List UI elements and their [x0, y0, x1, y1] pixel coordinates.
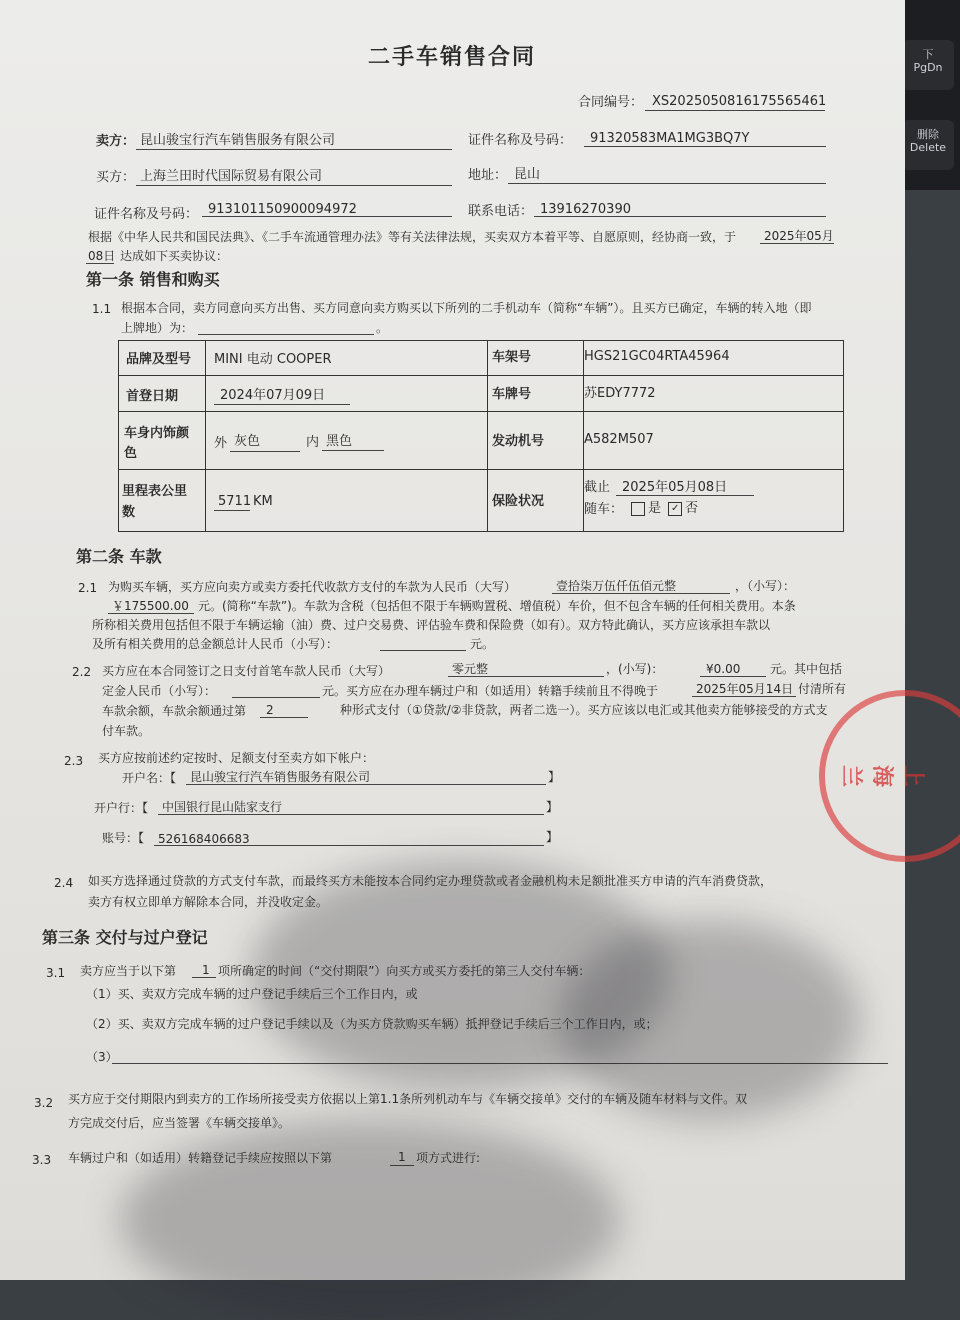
contract-no: XS2025050816175565461 [652, 94, 827, 109]
brand-value: MINI 电动 COOPER [214, 352, 332, 367]
mileage-unit: KM [253, 494, 273, 509]
p22-amount: ¥0.00 [706, 662, 741, 676]
buyer-label: 买方： [96, 170, 136, 185]
p24-text-b: 卖方有权立即单方解除本合同，并没收定金。 [88, 895, 329, 909]
p21-text-a: 为购买车辆，买方应向卖方或卖方委托代收款方支付的车款为人民币（大写） [108, 580, 517, 594]
page-title: 二手车销售合同 [368, 45, 537, 70]
p22-upper: 零元整 [452, 662, 489, 676]
buyer-addr: 昆山 [514, 167, 541, 182]
buyer-addr-label: 地址： [468, 168, 508, 183]
p22-text-f: 车款余额，车款余额通过第 [102, 704, 247, 718]
p33-num: 1 [398, 1150, 406, 1164]
account-name-label: 开户名：【 [122, 771, 177, 785]
p23-text-a: 买方应按前述约定按时、足额支付至卖方如下帐户： [98, 751, 375, 765]
p22-no: 2.2 [72, 665, 92, 679]
p21-text-b: 元。(简称“车款”)。车款为含税（包括但不限于车辆购置税、增值税）车价，但不包含车辆的任何相关费用。本条 [198, 599, 796, 613]
yes-label: 是 [648, 501, 662, 516]
seller-id-label: 证件名称及号码： [468, 133, 573, 148]
p32-text-a: 买方应于交付期限内到卖方的工作场所接受卖方依据以上第1.1条所列机动车与《车辆交接单》交付的车辆及随车材料与文件。双 [68, 1092, 748, 1106]
shadow-2 [560, 920, 860, 1120]
p31-option-3: （3） [86, 1050, 118, 1064]
vin-value: HGS21GC04RTA45964 [584, 349, 730, 364]
account-name-bracket: 】 [548, 770, 561, 784]
mileage-label-1: 里程表公里 [122, 484, 188, 499]
p31-text-b: 项所确定的时间（“交付期限”）向买方或买方委托的第三人交付车辆： [218, 964, 591, 978]
shadow-3 [120, 1120, 620, 1320]
account-bank: 中国银行昆山陆家支行 [162, 800, 283, 814]
p31-no: 3.1 [46, 966, 66, 980]
p21-text-d: 及所有相关费用的总金额总计人民币（小写）： [92, 637, 339, 651]
account-no-label: 账号：【 [102, 831, 145, 845]
plate-label: 车牌号 [492, 387, 532, 402]
seal-text: 上海兰 [838, 765, 925, 788]
account-no: 526168406683 [158, 832, 250, 846]
brand-label: 品牌及型号 [126, 352, 192, 367]
plate-value: 苏EDY7772 [584, 386, 656, 401]
buyer-name: 上海兰田时代国际贸易有限公司 [140, 169, 323, 184]
insurance-until-label: 截止 [584, 480, 611, 495]
article1-title: 第一条 销售和购买 [86, 270, 220, 289]
insurance-with-label: 随车： [584, 502, 624, 517]
reg-date-label: 首登日期 [126, 389, 179, 404]
p11-text-b: 上牌地）为： [121, 321, 194, 335]
preamble-date1: 2025年05月 [764, 229, 834, 243]
buyer-phone-label: 联系电话： [468, 204, 534, 219]
p22-num: 2 [266, 703, 274, 717]
account-bank-label: 开户行：【 [94, 801, 149, 815]
p22-text-e: 付清所有 [798, 682, 847, 696]
p31-option-1: （1）买、卖双方完成车辆的过户登记手续后三个工作日内，或 [86, 987, 418, 1001]
buyer-id-label: 证件名称及号码： [94, 207, 199, 222]
p11-end: 。 [376, 321, 389, 335]
p24-text-a: 如买方选择通过贷款的方式支付车款，而最终买方未能按本合同约定办理贷款或者金融机构未足额批准买方申请的汽车消费贷款， [88, 874, 773, 888]
p32-no: 3.2 [34, 1096, 54, 1110]
int-color-label: 内 [306, 435, 320, 450]
p21-text-c: 所称相关费用包括但不限于车辆运输（油）费、过户交易费、评估验车费和保险费（如有）。双方特此确认，买方应该承担车款以 [92, 618, 771, 632]
article3-title: 第三条 交付与过户登记 [42, 928, 208, 947]
mileage-label-2: 数 [122, 505, 136, 520]
preamble-line1: 根据《中华人民共和国民法典》、《二手车流通管理办法》等有关法律法规，买卖双方本着平等、自愿原则，经协商一致，于 [88, 230, 737, 244]
account-bank-bracket: 】 [546, 800, 559, 814]
vin-label: 车架号 [492, 350, 532, 365]
p11-no: 1.1 [92, 302, 112, 316]
p21-upper: 壹拾柒万伍仟伍佰元整 [556, 579, 677, 593]
seller-name: 昆山骏宝行汽车销售服务有限公司 [140, 133, 336, 148]
color-label-2: 色 [124, 446, 138, 461]
account-name: 昆山骏宝行汽车销售服务有限公司 [190, 770, 371, 784]
p33-text-b: 项方式进行: [416, 1151, 481, 1165]
p21-no: 2.1 [78, 581, 98, 595]
p23-no: 2.3 [64, 754, 84, 768]
account-no-bracket: 】 [546, 830, 559, 844]
preamble-line2: 达成如下买卖协议： [120, 249, 229, 263]
yes-checkbox[interactable] [631, 502, 645, 516]
ext-color-value: 灰色 [234, 434, 261, 449]
p32-text-b: 方完成交付后，应当签署《车辆交接单》。 [68, 1116, 291, 1130]
buyer-id: 913101150900094972 [208, 202, 357, 217]
p22-small-label: ，(小写)： [606, 662, 664, 676]
article2-title: 第二条 车款 [76, 547, 162, 566]
p22-text-a: 买方应在本合同签订之日支付首笔车款人民币（大写） [102, 664, 391, 678]
mileage-value: 5711 [218, 494, 252, 509]
pgdn-key: 下 PgDn [902, 40, 954, 90]
preamble-date2: 08日 [88, 249, 116, 263]
insurance-until-value: 2025年05月08日 [622, 480, 728, 495]
reg-date-value: 2024年07月09日 [220, 388, 326, 403]
color-label-1: 车身内饰颜 [124, 426, 190, 441]
p21-amount: ￥175500.00 [112, 599, 189, 613]
p22-text-h: 付车款。 [102, 724, 151, 738]
p31-num: 1 [202, 963, 210, 977]
seller-id: 91320583MA1MG3BQ7Y [590, 131, 750, 146]
no-checkbox[interactable]: ✓ [668, 502, 682, 516]
p22-date: 2025年05月14日 [696, 682, 794, 696]
insurance-with-options [628, 501, 698, 517]
buyer-phone: 13916270390 [540, 202, 631, 217]
p21-yuan: 元。 [470, 637, 495, 651]
p11-text-a: 根据本合同，卖方同意向买方出售、买方同意向卖方购买以下所列的二手机动车（简称“车辆”）。且买方已确定，车辆的转入地（即 [121, 301, 812, 315]
engine-label: 发动机号 [492, 434, 545, 449]
engine-value: A582M507 [584, 432, 654, 447]
p22-text-b: 元。其中包括 [770, 662, 843, 676]
int-color-value: 黑色 [326, 434, 353, 449]
p22-text-d: 元。买方应在办理车辆过户和（如适用）转籍手续前且不得晚于 [322, 684, 659, 698]
contract-no-label: 合同编号： [578, 95, 644, 110]
delete-key: 删除 Delete [902, 120, 954, 170]
p33-text-a: 车辆过户和（如适用）转籍登记手续应按照以下第 [68, 1151, 333, 1165]
no-label: 否 [685, 501, 699, 516]
p21-small-label: ，（小写）： [735, 579, 796, 593]
p31-text-a: 卖方应当于以下第 [80, 964, 177, 978]
ext-color-label: 外 [214, 436, 228, 451]
insurance-label: 保险状况 [492, 494, 545, 509]
seller-label: 卖方： [96, 134, 136, 149]
p31-option-2: （2）买、卖双方完成车辆的过户登记手续以及（为买方贷款购买车辆）抵押登记手续后三个工作日内，或； [86, 1017, 658, 1031]
p33-no: 3.3 [32, 1153, 52, 1167]
p22-text-c: 定金人民币（小写）： [102, 684, 217, 698]
p22-text-g: 种形式支付（①贷款/②非贷款，两者二选一）。买方应该以电汇或其他卖方能够接受的方式支 [340, 703, 828, 717]
p24-no: 2.4 [54, 876, 74, 890]
